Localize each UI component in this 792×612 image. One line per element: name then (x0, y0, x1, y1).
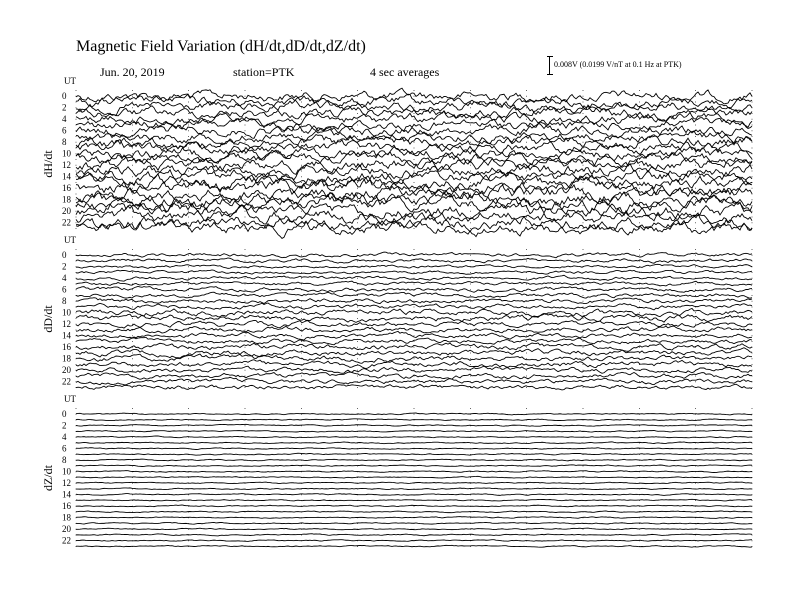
hour-label: 0 (62, 250, 67, 260)
hour-label: 18 (62, 194, 71, 205)
hour-label: 18 (62, 512, 71, 523)
hour-label: 10 (62, 466, 71, 477)
hour-label: 8 (62, 137, 67, 147)
averaging-label: 4 sec averages (370, 65, 440, 79)
hour-label: 6 (62, 443, 67, 454)
hour-label: 0 (62, 91, 67, 101)
station-label: station=PTK (233, 65, 295, 79)
hour-label: 2 (62, 102, 67, 113)
trace-line (76, 366, 752, 373)
hour-label: 20 (62, 524, 71, 534)
trace-line (76, 298, 752, 304)
hour-label: 4 (62, 273, 67, 283)
scale-note: 0.008V (0.0199 V/nT at 0.1 Hz at PTK) (554, 60, 682, 69)
trace-line (76, 314, 752, 323)
ut-label: UT (64, 235, 76, 245)
trace-line (76, 303, 752, 310)
ut-label: UT (64, 76, 76, 86)
hour-label: 20 (62, 365, 71, 375)
chart-title: Magnetic Field Variation (dH/dt,dD/dt,dZ/dt) (76, 38, 366, 55)
hour-label: 20 (62, 206, 71, 216)
hour-label: 22 (62, 376, 71, 387)
hour-label: 14 (62, 330, 71, 341)
date-label: Jun. 20, 2019 (100, 65, 165, 79)
component-label: dH/dt (41, 150, 55, 178)
panel-dD-dt (41, 235, 752, 391)
hour-label: 2 (62, 420, 67, 431)
panel-dZ-dt (41, 394, 752, 550)
hour-label: 0 (62, 409, 67, 419)
hour-label: 14 (62, 171, 71, 182)
hour-label: 2 (62, 261, 67, 272)
hour-label: 6 (62, 284, 67, 295)
hour-label: 4 (62, 432, 67, 442)
hour-label: 16 (62, 342, 71, 352)
trace-line (76, 377, 752, 385)
hour-label: 12 (62, 160, 71, 170)
hour-label: 22 (62, 217, 71, 228)
hour-label: 14 (62, 489, 71, 500)
hour-label: 18 (62, 353, 71, 364)
hour-label: 4 (62, 114, 67, 124)
hour-label: 10 (62, 307, 71, 318)
hour-label: 12 (62, 319, 71, 329)
hour-label: 10 (62, 148, 71, 159)
hour-label: 22 (62, 535, 71, 546)
hour-label: 16 (62, 183, 71, 193)
panel-dH-dt (41, 76, 752, 238)
component-label: dD/dt (41, 305, 55, 333)
hour-label: 6 (62, 125, 67, 136)
hour-label: 8 (62, 455, 67, 465)
hour-label: 12 (62, 478, 71, 488)
hour-label: 8 (62, 296, 67, 306)
hour-label: 16 (62, 501, 71, 511)
component-label: dZ/dt (41, 465, 55, 491)
ut-label: UT (64, 394, 76, 404)
